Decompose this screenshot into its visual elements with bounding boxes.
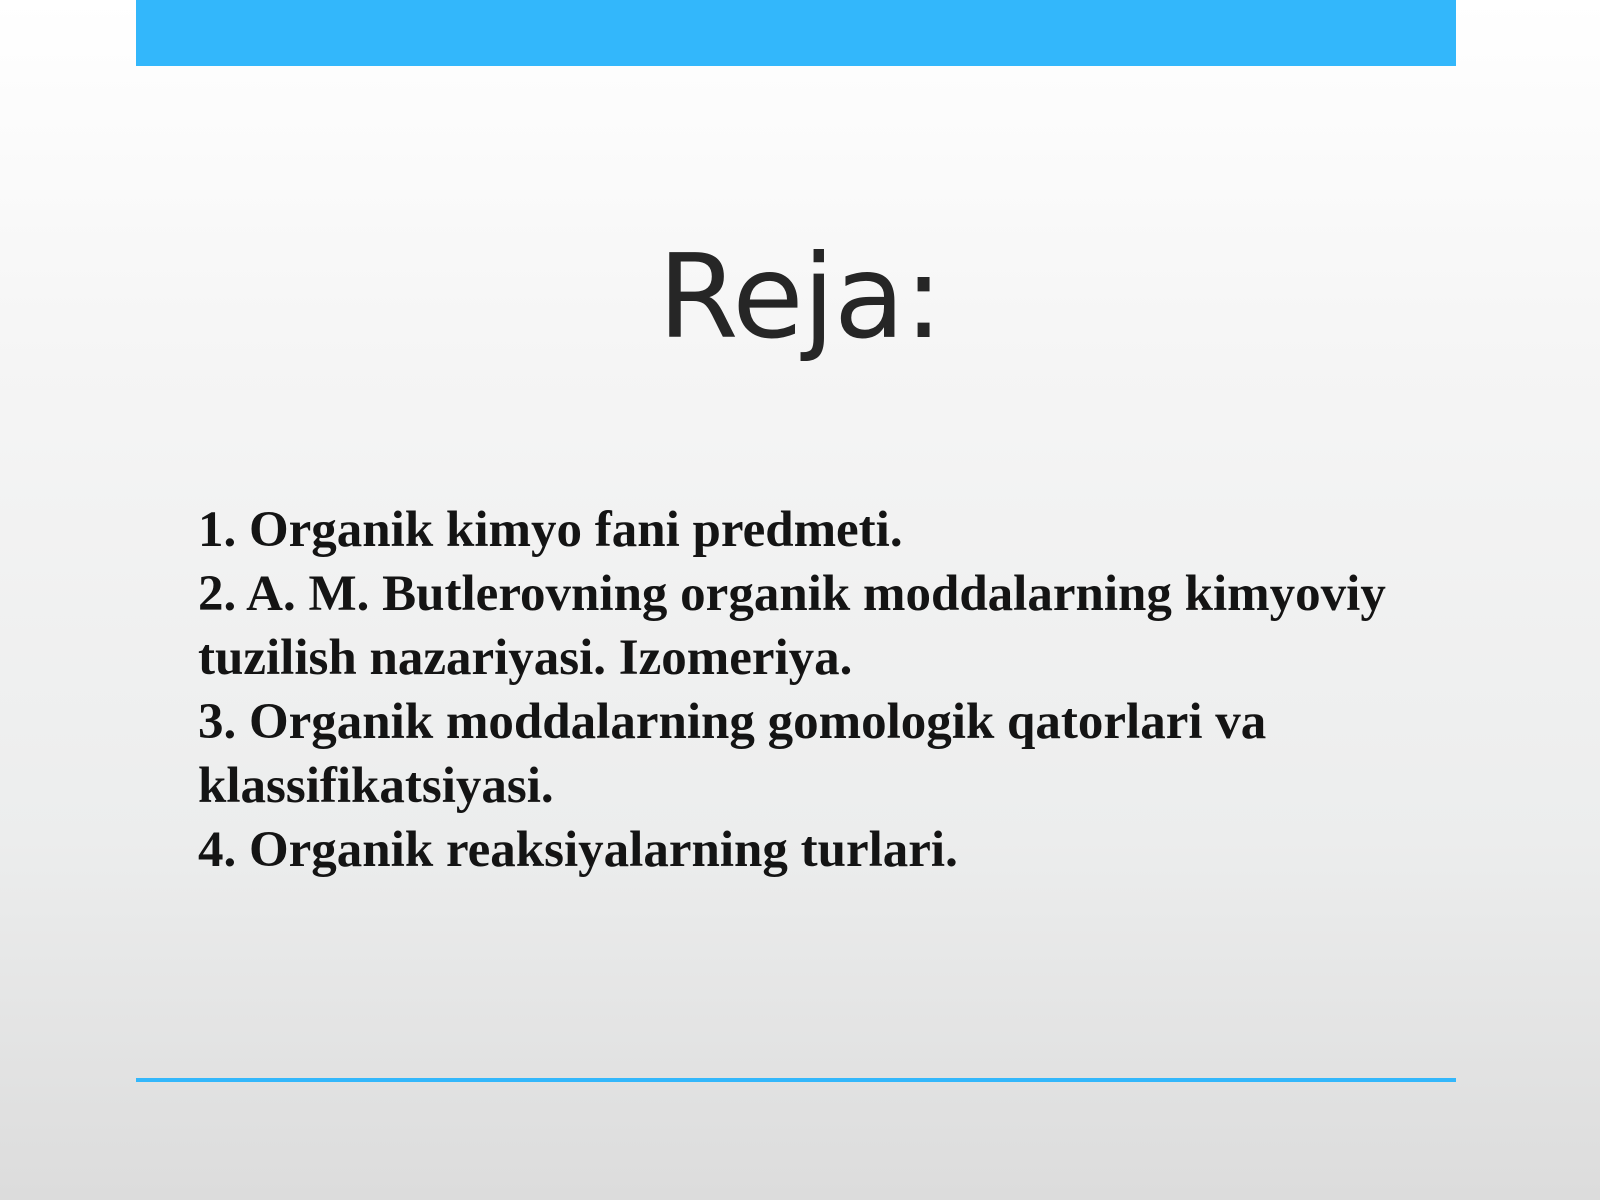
plan-list	[198, 498, 1398, 882]
bottom-divider	[136, 1078, 1456, 1082]
plan-item-1: 1. Organik kimyo fani predmeti.	[198, 502, 903, 558]
slide-title: Reja:	[657, 230, 943, 365]
plan-item-3: 3. Organik moddalarning gomologik qatorlari va klassifikatsiyasi.	[198, 694, 1267, 814]
top-accent-bar	[136, 0, 1456, 66]
plan-item-4: 4. Organik reaksiyalarning turlari.	[198, 822, 958, 878]
plan-item-2: 2. A. M. Butlerovning organik moddalarning kimyoviy tuzilish nazariyasi. Izomeriya.	[198, 566, 1386, 686]
